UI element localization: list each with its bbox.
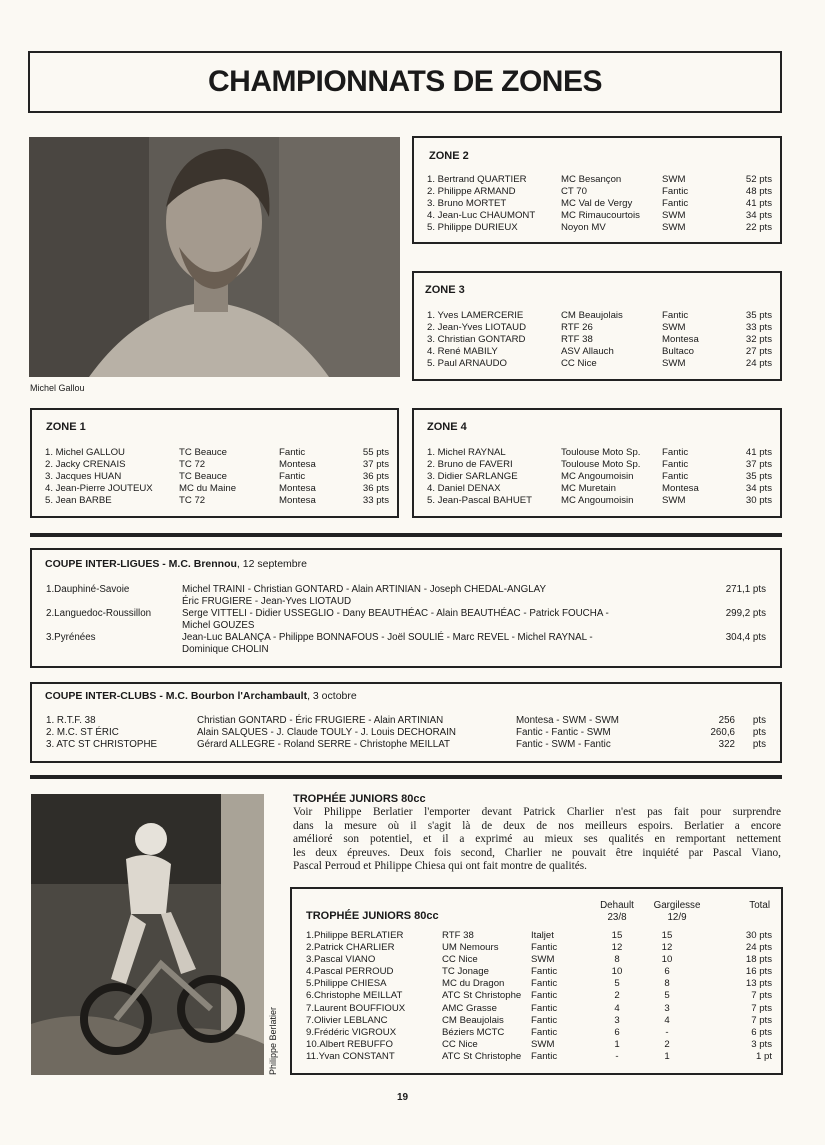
- table-cell: Montesa: [279, 495, 316, 507]
- cup-clubs-bikes: Montesa - SWM - SWM: [516, 715, 619, 726]
- table-cell: 3. Christian GONTARD: [427, 334, 526, 346]
- table-cell: 36 pts: [362, 471, 389, 483]
- table-cell: 5. Jean BARBE: [45, 495, 112, 507]
- table-cell: 3: [614, 1014, 620, 1026]
- table-row: [306, 1027, 772, 1039]
- table-cell: CM Beaujolais: [561, 310, 623, 321]
- table-cell: 3. Bruno MORTET: [427, 198, 507, 210]
- cup-ligues-score: 299,2 pts: [725, 608, 766, 619]
- table-cell: 4. Jean-Pierre JOUTEUX: [45, 483, 153, 495]
- table-row: [306, 1039, 772, 1051]
- table-cell: Fantic: [662, 471, 689, 483]
- table-cell: 8: [664, 978, 670, 990]
- col-header-total: Total: [749, 900, 770, 911]
- table-cell: 48 pts: [745, 186, 772, 198]
- table-row: [427, 334, 772, 346]
- table-cell: SWM: [662, 222, 686, 234]
- cup-clubs-riders: Christian GONTARD - Éric FRUGIERE - Alain ARTINIAN: [197, 715, 444, 726]
- table-cell: MC Muretain: [561, 483, 616, 495]
- cup-clubs-title: [45, 690, 357, 702]
- table-cell: MC Val de Vergy: [561, 198, 633, 210]
- table-row: [306, 1051, 772, 1063]
- table-row: [427, 495, 772, 507]
- table-cell: SWM: [662, 174, 686, 185]
- zone1-box: [30, 408, 399, 518]
- article-line: dans la mesure où il s'agit là de deux de nos meilleurs espoirs. Berlatier a encore: [293, 819, 781, 832]
- table-cell: 3. Didier SARLANGE: [427, 471, 518, 483]
- table-cell: 4: [664, 1014, 670, 1026]
- table-cell: 5: [614, 978, 620, 990]
- table-row: [306, 954, 772, 966]
- table-row: [306, 942, 772, 954]
- article-line: les deux épreuves. Deux fois second, Charlier ne pouvait être inquiété par Pascal Viano,: [293, 846, 781, 859]
- table-cell: 7.Olivier LEBLANC: [306, 1014, 388, 1026]
- table-cell: Bultaco: [662, 346, 694, 358]
- table-cell: Fantic: [662, 198, 689, 210]
- zone3-box: [412, 271, 782, 381]
- title-box: [28, 51, 782, 113]
- trial-rider-photo: [31, 794, 264, 1075]
- page-number: 19: [397, 1092, 409, 1103]
- table-cell: 3 pts: [751, 1038, 772, 1050]
- cup-ligues-box: [30, 548, 782, 668]
- table-cell: ASV Allauch: [561, 346, 614, 358]
- cup-clubs-bikes: Fantic - SWM - Fantic: [516, 739, 611, 750]
- table-cell: 5. Jean-Pascal BAHUET: [427, 495, 533, 507]
- table-cell: 32 pts: [745, 334, 772, 346]
- table-cell: TC Beauce: [179, 447, 227, 458]
- cup-clubs-score: 322: [718, 739, 735, 750]
- table-cell: 2: [664, 1038, 670, 1050]
- cup-ligues-riders: Serge VITTELI - Didier USSEGLIO - Dany BEAUTHÉAC - Alain BEAUTHÉAC - Patrick FOUCHA -: [182, 608, 609, 619]
- table-cell: MC Angoumoisin: [561, 495, 634, 507]
- table-cell: 15: [611, 930, 623, 941]
- table-cell: 7.Laurent BOUFFIOUX: [306, 1002, 406, 1014]
- table-cell: 30 pts: [745, 930, 772, 941]
- table-cell: 4. Daniel DENAX: [427, 483, 501, 495]
- table-row: [45, 471, 389, 483]
- table-row: [427, 186, 772, 198]
- table-cell: SWM: [531, 954, 555, 966]
- cup-title-part: , 12 septembre: [236, 558, 307, 570]
- portrait-photo: [29, 137, 400, 377]
- cup-ligues-riders: Éric FRUGIERE - Jean-Yves LIOTAUD: [182, 596, 352, 607]
- col-header-gargilesse: Gargilesse: [653, 900, 701, 911]
- article-line: Voir Philippe Berlatier l'emporter devant Patrick Charlier n'est pas fait pour surprendre: [293, 806, 781, 818]
- table-cell: 4: [614, 1002, 620, 1014]
- table-cell: Montesa: [662, 334, 699, 346]
- article-text: [293, 806, 781, 874]
- table-cell: 34 pts: [745, 483, 772, 495]
- table-cell: 6.Christophe MEILLAT: [306, 990, 403, 1002]
- table-row: [427, 210, 772, 222]
- table-cell: Fantic: [279, 471, 306, 483]
- table-cell: 7 pts: [751, 1002, 772, 1014]
- table-cell: 24 pts: [745, 358, 772, 370]
- zone1-table: [45, 447, 389, 507]
- table-cell: Italjet: [531, 930, 554, 941]
- table-row: [427, 174, 772, 186]
- table-row: [306, 1015, 772, 1027]
- table-cell: 2.Patrick CHARLIER: [306, 942, 395, 954]
- table-cell: TC Beauce: [179, 471, 227, 483]
- table-cell: SWM: [662, 358, 686, 370]
- zone2-box: [412, 136, 782, 244]
- table-row: [45, 459, 389, 471]
- table-cell: 37 pts: [362, 459, 389, 471]
- table-cell: Fantic: [531, 1002, 558, 1014]
- table-cell: 5. Philippe DURIEUX: [427, 222, 518, 234]
- table-cell: 55 pts: [362, 447, 389, 458]
- table-cell: 13 pts: [745, 978, 772, 990]
- table-cell: Toulouse Moto Sp.: [561, 447, 641, 458]
- table-cell: Béziers MCTC: [442, 1026, 505, 1038]
- table-cell: -: [665, 1026, 669, 1038]
- table-cell: 37 pts: [745, 459, 772, 471]
- table-cell: CM Beaujolais: [442, 1014, 504, 1026]
- table-cell: 6: [664, 966, 670, 978]
- table-row: [306, 966, 772, 978]
- table-cell: SWM: [531, 1038, 555, 1050]
- section-divider: [30, 533, 782, 537]
- table-cell: Fantic: [662, 447, 689, 458]
- zone3-title: ZONE 3: [425, 284, 465, 296]
- table-cell: 18 pts: [745, 954, 772, 966]
- table-cell: 2. Philippe ARMAND: [427, 186, 516, 198]
- table-cell: -: [615, 1050, 619, 1062]
- table-cell: 10.Albert REBUFFO: [306, 1038, 393, 1050]
- cup-ligues-riders: Michel GOUZES: [182, 620, 255, 631]
- table-row: [427, 346, 772, 358]
- cup-title-part: COUPE INTER-CLUBS - M.C. Bourbon l'Archambault: [45, 690, 308, 702]
- table-cell: RTF 26: [561, 322, 593, 334]
- cup-title-part: , 3 octobre: [307, 690, 357, 702]
- cup-clubs-place: 1. R.T.F. 38: [46, 715, 96, 726]
- table-row: [306, 990, 772, 1002]
- table-cell: 1 pt: [755, 1050, 772, 1062]
- table-cell: Fantic: [531, 942, 558, 954]
- cup-clubs-score: 260,6: [710, 727, 735, 738]
- table-cell: 1. Bertrand QUARTIER: [427, 174, 527, 185]
- table-cell: TC Jonage: [442, 966, 489, 978]
- table-cell: Toulouse Moto Sp.: [561, 459, 641, 471]
- table-cell: 4. René MABILY: [427, 346, 498, 358]
- cup-clubs-unit: pts: [752, 727, 766, 738]
- table-cell: 1. Michel GALLOU: [45, 447, 125, 458]
- table-row: [427, 322, 772, 334]
- cup-clubs-score: 256: [718, 715, 735, 726]
- table-cell: 35 pts: [745, 471, 772, 483]
- table-cell: Noyon MV: [561, 222, 606, 234]
- cup-clubs-unit: pts: [752, 715, 766, 726]
- table-cell: 10: [611, 966, 623, 978]
- zone4-box: [412, 408, 782, 518]
- table-cell: 15: [661, 930, 673, 941]
- table-row: [427, 222, 772, 234]
- cup-ligues-place: 1.Dauphiné-Savoie: [46, 584, 130, 595]
- table-cell: 7 pts: [751, 1014, 772, 1026]
- table-row: [427, 459, 772, 471]
- table-cell: 22 pts: [745, 222, 772, 234]
- table-cell: MC Rimaucourtois: [561, 210, 640, 222]
- table-row: [306, 1003, 772, 1015]
- table-row: [427, 358, 772, 370]
- table-cell: CC Nice: [561, 358, 597, 370]
- table-cell: MC Angoumoisin: [561, 471, 634, 483]
- table-cell: Fantic: [531, 978, 558, 990]
- table-cell: Montesa: [662, 483, 699, 495]
- page-title: CHAMPIONNATS DE ZONES: [208, 65, 602, 98]
- table-cell: UM Nemours: [442, 942, 499, 954]
- cup-clubs-box: [30, 682, 782, 763]
- table-cell: 7 pts: [751, 990, 772, 1002]
- table-cell: Fantic: [662, 186, 689, 198]
- table-cell: 12: [611, 942, 623, 954]
- table-row: [427, 483, 772, 495]
- table-cell: SWM: [662, 495, 686, 507]
- table-cell: 10: [661, 954, 673, 966]
- table-cell: 3. Jacques HUAN: [45, 471, 122, 483]
- col-header-dehault: Dehault: [600, 900, 634, 911]
- zone4-table: [427, 447, 772, 507]
- cup-clubs-unit: pts: [752, 739, 766, 750]
- cup-clubs-place: 2. M.C. ST ÉRIC: [46, 727, 119, 738]
- table-cell: 52 pts: [745, 174, 772, 185]
- table-cell: 34 pts: [745, 210, 772, 222]
- table-cell: 2. Jean-Yves LIOTAUD: [427, 322, 526, 334]
- table-cell: TC 72: [179, 459, 206, 471]
- table-cell: ATC St Christophe: [442, 990, 522, 1002]
- table-cell: 1. Yves LAMERCERIE: [427, 310, 524, 321]
- col-header-dehault-date: 23/8: [607, 912, 627, 923]
- table-row: [306, 930, 772, 942]
- table-cell: 5.Philippe CHIESA: [306, 978, 387, 990]
- cup-ligues-place: 2.Languedoc-Roussillon: [46, 608, 152, 619]
- table-cell: 6 pts: [751, 1026, 772, 1038]
- cup-ligues-place: 3.Pyrénées: [46, 632, 96, 643]
- table-cell: SWM: [662, 322, 686, 334]
- table-cell: 4.Pascal PERROUD: [306, 966, 394, 978]
- cup-ligues-riders: Michel TRAINI - Christian GONTARD - Alain ARTINIAN - Joseph CHEDAL-ANGLAY: [182, 584, 547, 595]
- table-cell: 36 pts: [362, 483, 389, 495]
- zone4-title: ZONE 4: [427, 421, 467, 433]
- table-cell: Fantic: [531, 1026, 558, 1038]
- table-cell: 27 pts: [745, 346, 772, 358]
- table-row: [306, 978, 772, 990]
- article-line: Pascal Perroud et Philippe Chiesa qui ont fait montre de qualités.: [293, 860, 587, 873]
- table-cell: 8: [614, 954, 620, 966]
- cup-ligues-title: [45, 558, 307, 570]
- table-row: [427, 471, 772, 483]
- table-cell: 16 pts: [745, 966, 772, 978]
- table-cell: Fantic: [531, 1014, 558, 1026]
- cup-clubs-riders: Gérard ALLEGRE - Roland SERRE - Christophe MEILLAT: [197, 739, 451, 750]
- cup-ligues-riders: Dominique CHOLIN: [182, 644, 269, 655]
- table-cell: 1: [614, 1038, 620, 1050]
- cup-clubs-riders: Alain SALQUES - J. Claude TOULY - J. Louis DECHORAIN: [197, 727, 456, 738]
- table-cell: Montesa: [279, 459, 316, 471]
- table-cell: Fantic: [531, 1050, 558, 1062]
- table-cell: 3.Pascal VIANO: [306, 954, 376, 966]
- table-cell: 12: [661, 942, 673, 954]
- table-cell: AMC Grasse: [442, 1002, 497, 1014]
- table-cell: 6: [614, 1026, 620, 1038]
- table-cell: CC Nice: [442, 1038, 478, 1050]
- article-heading: TROPHÉE JUNIORS 80cc: [293, 793, 426, 805]
- cup-ligues-score: 271,1 pts: [725, 584, 766, 595]
- cup-clubs-bikes: Fantic - Fantic - SWM: [516, 727, 611, 738]
- zone2-table: [427, 174, 772, 234]
- photo-caption-gallou: Michel Gallou: [30, 383, 85, 393]
- table-row: [45, 483, 389, 495]
- table-cell: Montesa: [279, 483, 316, 495]
- table-cell: Fantic: [531, 990, 558, 1002]
- table-row: [45, 447, 389, 459]
- table-cell: 5. Paul ARNAUDO: [427, 358, 507, 370]
- cup-clubs-place: 3. ATC ST CHRISTOPHE: [46, 739, 158, 750]
- table-cell: 35 pts: [745, 310, 772, 321]
- section-divider: [30, 775, 782, 779]
- table-row: [427, 310, 772, 322]
- juniors-box: [290, 887, 783, 1075]
- col-header-gargilesse-date: 12/9: [667, 912, 687, 923]
- cup-title-part: COUPE INTER-LIGUES - M.C. Brennou: [45, 558, 237, 570]
- zone3-table: [427, 310, 772, 370]
- table-cell: 2: [614, 990, 620, 1002]
- table-cell: 1. Michel RAYNAL: [427, 447, 506, 458]
- table-row: [427, 198, 772, 210]
- table-cell: Fantic: [662, 459, 689, 471]
- table-cell: MC du Maine: [179, 483, 237, 495]
- table-row: [45, 495, 389, 507]
- table-cell: 33 pts: [362, 495, 389, 507]
- table-cell: 24 pts: [745, 942, 772, 954]
- table-cell: RTF 38: [561, 334, 593, 346]
- trial-rider-illustration: [31, 794, 264, 1075]
- table-cell: 1: [664, 1050, 670, 1062]
- table-cell: 2. Bruno de FAVERI: [427, 459, 513, 471]
- portrait-illustration: [29, 137, 400, 377]
- table-cell: RTF 38: [442, 930, 474, 941]
- table-cell: 11.Yvan CONSTANT: [306, 1050, 395, 1062]
- table-cell: Fantic: [279, 447, 306, 458]
- juniors-title: TROPHÉE JUNIORS 80cc: [306, 910, 439, 922]
- table-cell: Fantic: [531, 966, 558, 978]
- zone2-title: ZONE 2: [429, 150, 469, 162]
- photo-caption-berlatier: Philippe Berlatier: [268, 1006, 278, 1075]
- cup-ligues-riders: Jean-Luc BALANÇA - Philippe BONNAFOUS - Joël SOULIÉ - Marc REVEL - Michel RAYNAL -: [182, 632, 593, 643]
- table-row: [427, 447, 772, 459]
- table-cell: SWM: [662, 210, 686, 222]
- table-cell: 41 pts: [745, 198, 772, 210]
- table-cell: Fantic: [662, 310, 689, 321]
- table-cell: 1.Philippe BERLATIER: [306, 930, 404, 941]
- article-line: amélioré son potentiel, et il a exprimé au mieux ses qualités en remportant nettement: [293, 833, 781, 846]
- table-cell: 33 pts: [745, 322, 772, 334]
- cup-ligues-score: 304,4 pts: [725, 632, 766, 643]
- table-cell: CC Nice: [442, 954, 478, 966]
- table-cell: 30 pts: [745, 495, 772, 507]
- table-cell: ATC St Christophe: [442, 1050, 522, 1062]
- table-cell: 2. Jacky CRENAIS: [45, 459, 126, 471]
- table-cell: MC du Dragon: [442, 978, 505, 990]
- table-cell: CT 70: [561, 186, 587, 198]
- juniors-table: [306, 930, 772, 1063]
- table-cell: 3: [664, 1002, 670, 1014]
- table-cell: 41 pts: [745, 447, 772, 458]
- table-cell: 9.Frédéric VIGROUX: [306, 1026, 397, 1038]
- table-cell: TC 72: [179, 495, 206, 507]
- table-cell: 4. Jean-Luc CHAUMONT: [427, 210, 536, 222]
- table-cell: MC Besançon: [561, 174, 622, 185]
- table-cell: 5: [664, 990, 670, 1002]
- zone1-title: ZONE 1: [46, 421, 86, 433]
